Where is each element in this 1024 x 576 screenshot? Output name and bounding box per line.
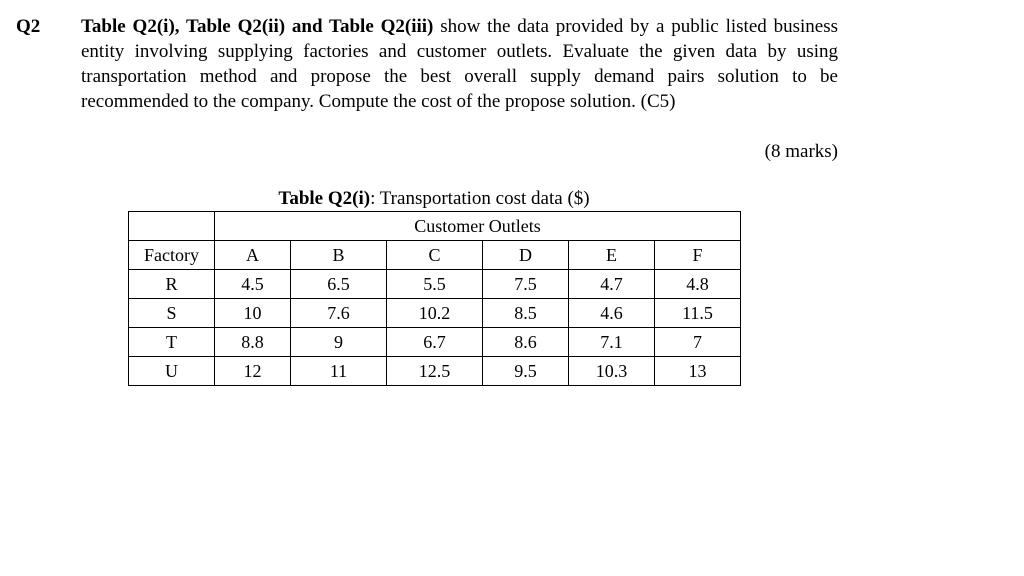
table-caption-label: Table Q2(i) [278, 188, 371, 209]
table-row [129, 357, 741, 386]
cost-cell: 9.5 [483, 357, 569, 386]
table-group-header-row [129, 212, 741, 241]
factory-cell: U [129, 357, 215, 386]
column-header: B [291, 241, 387, 270]
cost-cell: 4.7 [569, 270, 655, 299]
column-header: F [655, 241, 741, 270]
table-row [129, 299, 741, 328]
cost-cell: 12 [215, 357, 291, 386]
cost-cell: 8.5 [483, 299, 569, 328]
cost-cell: 11.5 [655, 299, 741, 328]
table-column-header-row [129, 241, 741, 270]
cost-cell: 9 [291, 328, 387, 357]
cost-cell: 12.5 [387, 357, 483, 386]
cost-cell: 4.5 [215, 270, 291, 299]
cost-cell: 7 [655, 328, 741, 357]
cost-cell: 7.6 [291, 299, 387, 328]
column-header: D [483, 241, 569, 270]
cost-cell: 4.8 [655, 270, 741, 299]
customer-outlets-header: Customer Outlets [215, 212, 741, 241]
cost-cell: 10.3 [569, 357, 655, 386]
cost-cell: 7.1 [569, 328, 655, 357]
table-row [129, 328, 741, 357]
cost-cell: 6.5 [291, 270, 387, 299]
cost-cell: 13 [655, 357, 741, 386]
factory-cell: T [129, 328, 215, 357]
factory-header: Factory [129, 241, 215, 270]
transportation-cost-table [128, 211, 741, 386]
table-corner-cell [129, 212, 215, 241]
cost-cell: 5.5 [387, 270, 483, 299]
table-caption-text: : Transportation cost data ($) [370, 188, 590, 209]
cost-cell: 8.6 [483, 328, 569, 357]
cost-cell: 7.5 [483, 270, 569, 299]
question-body: show the data provided by a public listed business entity involving supplying factories and customer outlets. Evaluate the given data by using transportation method and propose the best overall supply demand pairs solution to be recommended to the company. Compute the cost of the propose solution. (C5) [81, 16, 838, 112]
question-number: Q2 [16, 16, 41, 37]
cost-cell: 4.6 [569, 299, 655, 328]
marks-label: (8 marks) [764, 141, 838, 162]
cost-cell: 10.2 [387, 299, 483, 328]
question-lead: Table Q2(i), Table Q2(ii) and Table Q2(iii) [81, 16, 434, 37]
question-text [81, 14, 838, 114]
cost-cell: 10 [215, 299, 291, 328]
cost-cell: 8.8 [215, 328, 291, 357]
cost-cell: 11 [291, 357, 387, 386]
table-row [129, 270, 741, 299]
factory-cell: R [129, 270, 215, 299]
table-caption [128, 186, 740, 211]
factory-cell: S [129, 299, 215, 328]
column-header: A [215, 241, 291, 270]
column-header: E [569, 241, 655, 270]
cost-cell: 6.7 [387, 328, 483, 357]
column-header: C [387, 241, 483, 270]
